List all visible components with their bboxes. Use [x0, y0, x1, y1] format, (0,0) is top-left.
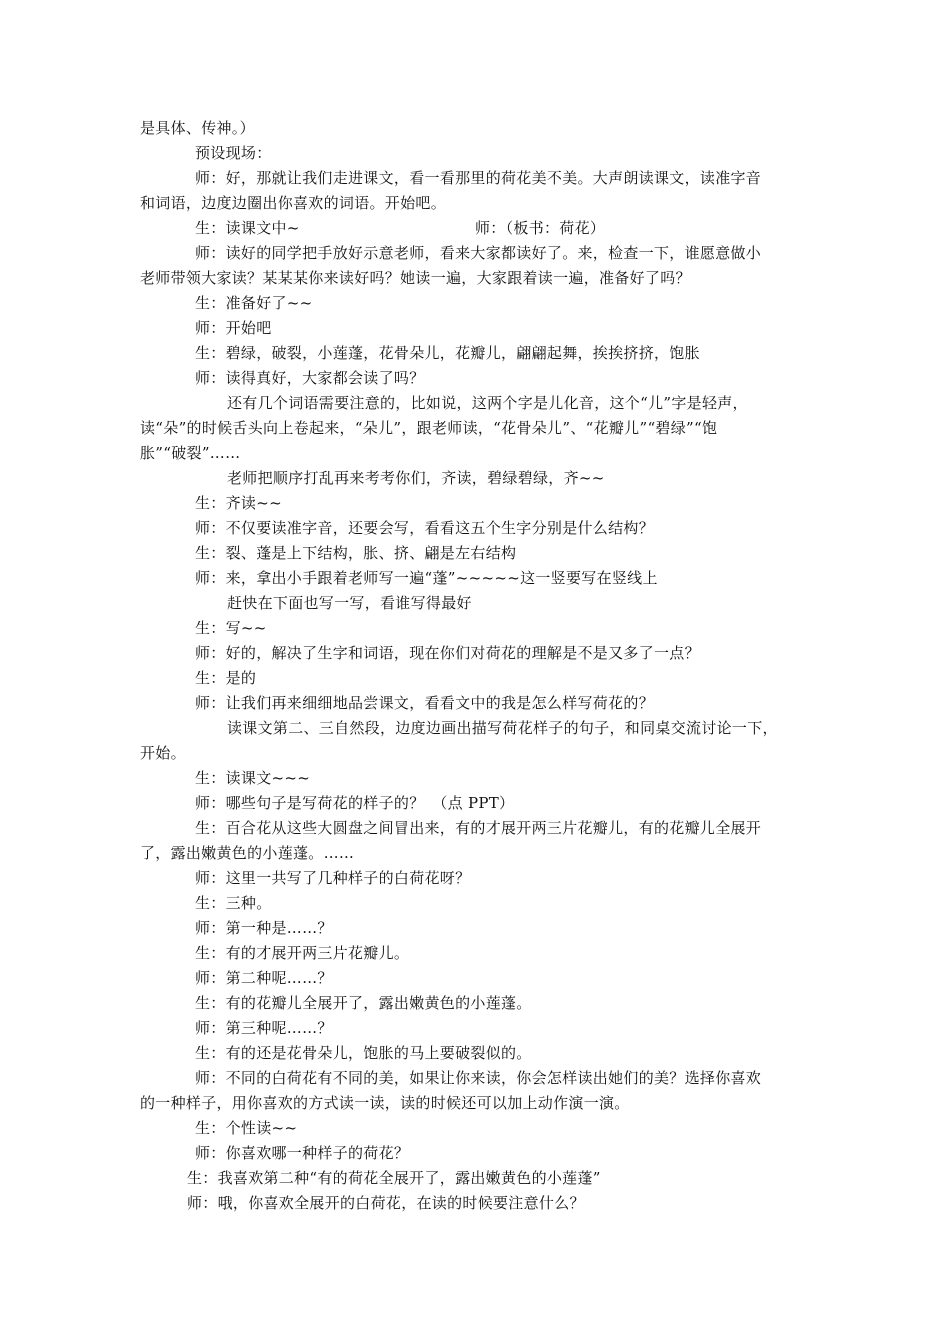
text-line: 胀”“破裂”…… — [140, 444, 241, 462]
text-line: 和词语，边度边圈出你喜欢的词语。开始吧。 — [140, 194, 447, 212]
text-line-pair — [195, 218, 605, 238]
text-line: 生：百合花从这些大圆盘之间冒出来，有的才展开两三片花瓣儿，有的花瓣儿全展开 — [195, 819, 762, 837]
text-line: 的一种样子，用你喜欢的方式读一读，读的时候还可以加上动作演一演。 — [140, 1094, 630, 1112]
text-line: 师：第二种呢……？ — [195, 969, 333, 987]
text-line: 生：有的还是花骨朵儿，饱胀的马上要破裂似的。 — [195, 1044, 532, 1062]
text-line: 预设现场： — [195, 144, 272, 162]
text-line: 老师带领大家读？某某某你来读好吗？她读一遍，大家跟着读一遍，准备好了吗？ — [140, 269, 691, 287]
text-line: 生：有的花瓣儿全展开了，露出嫩黄色的小莲蓬。 — [195, 994, 532, 1012]
text-line: 是具体、传神。） — [140, 119, 255, 137]
text-line: 生：准备好了~~ — [195, 294, 313, 312]
text-line: 生：有的才展开两三片花瓣儿。 — [195, 944, 410, 962]
text-line: 还有几个词语需要注意的，比如说，这两个字是儿化音，这个“儿”字是轻声， — [227, 394, 748, 412]
text-line: 生：写~~ — [195, 619, 267, 637]
text-line: 师：好的，解决了生字和词语，现在你们对荷花的理解是不是又多了一点？ — [195, 644, 700, 662]
text-line: 师：这里一共写了几种样子的白荷花呀？ — [195, 869, 471, 887]
text-line: 师：你喜欢哪一种样子的荷花？ — [195, 1144, 410, 1162]
text-line: 读“朵”的时候舌头向上卷起来，“朵儿”，跟老师读，“花骨朵儿”、“花瓣儿”“碧绿”“饱 — [140, 419, 718, 437]
text-line: 生：读课文~~~ — [195, 769, 311, 787]
text-line: 师：第三种呢……？ — [195, 1019, 333, 1037]
text-line: 师：第一种是……？ — [195, 919, 333, 937]
text-line: 开始。 — [140, 744, 186, 762]
text-line: 生：裂、蓬是上下结构，胀、挤、翩是左右结构 — [195, 544, 517, 562]
text-line: 师：哪些句子是写荷花的样子的？ （点 PPT） — [195, 794, 515, 812]
text-line: 了，露出嫩黄色的小莲蓬。…… — [140, 844, 355, 862]
text-line: 师：好，那就让我们走进课文，看一看那里的荷花美不美。大声朗读课文，读准字音 — [195, 169, 762, 187]
text-line: 老师把顺序打乱再来考考你们，齐读，碧绿碧绿，齐~~ — [227, 469, 605, 487]
text-line: 师：读好的同学把手放好示意老师，看来大家都读好了。来，检查一下，谁愿意做小 — [195, 244, 762, 262]
text-line: 生：个性读~~ — [195, 1119, 298, 1137]
text-segment: 师：（板书：荷花） — [475, 219, 606, 237]
text-line: 师：让我们再来细细地品尝课文，看看文中的我是怎么样写荷花的？ — [195, 694, 655, 712]
text-line: 师：不同的白荷花有不同的美，如果让你来读，你会怎样读出她们的美？选择你喜欢 — [195, 1069, 762, 1087]
text-line: 赶快在下面也写一写，看谁写得最好 — [227, 594, 472, 612]
text-line: 读课文第二、三自然段，边度边画出描写荷花样子的句子，和同桌交流讨论一下， — [227, 719, 778, 737]
text-line: 生：是的 — [195, 669, 257, 687]
text-line: 师：哦，你喜欢全展开的白荷花，在读的时候要注意什么？ — [187, 1194, 585, 1212]
text-line: 生：三种。 — [195, 894, 272, 912]
text-line: 师：开始吧 — [195, 319, 272, 337]
text-line: 师：来，拿出小手跟着老师写一遍“蓬”~~~~~这一竖要写在竖线上 — [195, 569, 658, 587]
text-line: 师：不仅要读准字音，还要会写，看看这五个生字分别是什么结构？ — [195, 519, 655, 537]
text-line: 师：读得真好，大家都会读了吗？ — [195, 369, 425, 387]
text-line: 生：我喜欢第二种“有的荷花全展开了，露出嫩黄色的小莲蓬” — [187, 1169, 601, 1187]
text-line: 生：碧绿，破裂，小莲蓬，花骨朵儿，花瓣儿，翩翩起舞，挨挨挤挤，饱胀 — [195, 344, 700, 362]
text-line: 生：齐读~~ — [195, 494, 282, 512]
text-segment: 生：读课文中~ — [195, 219, 300, 237]
